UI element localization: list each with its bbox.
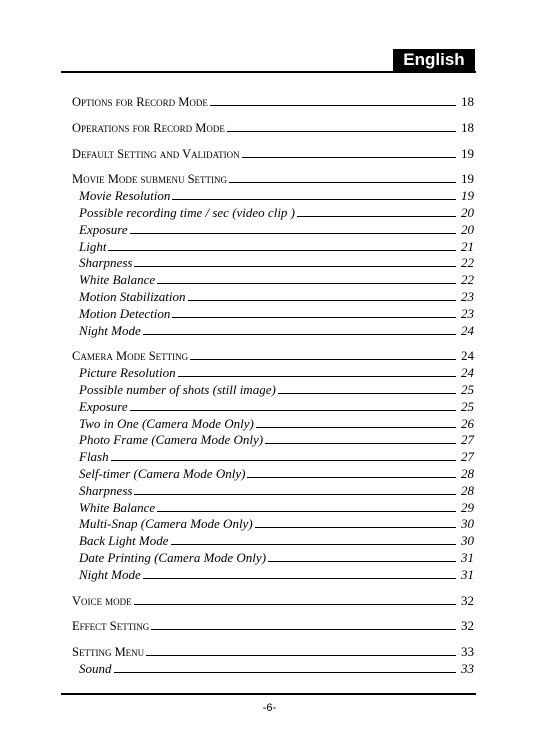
dot-leader [247, 476, 456, 478]
toc-subentry[interactable] [72, 239, 474, 256]
dot-leader [171, 543, 456, 545]
dot-leader [130, 409, 456, 411]
toc-subentry-page: 27 [461, 432, 474, 448]
toc-subentry[interactable] [72, 416, 474, 433]
page-number: -6- [262, 702, 277, 714]
footer-rule [61, 693, 476, 695]
toc-subentry-page: 23 [461, 305, 474, 321]
toc-subentry[interactable] [72, 567, 474, 584]
dot-leader [255, 526, 456, 528]
dot-leader [227, 130, 456, 132]
toc-subentry[interactable] [72, 500, 474, 517]
table-of-contents [72, 94, 474, 687]
toc-subentry-title: Flash [79, 449, 109, 465]
dot-leader [108, 249, 456, 251]
toc-subentry-title: Motion Stabilization [79, 288, 186, 304]
toc-subentry[interactable] [72, 533, 474, 550]
toc-entry-title: Default Setting and Validation [72, 146, 240, 161]
toc-subentry-page: 20 [461, 221, 474, 237]
toc-section [72, 618, 474, 635]
dot-leader [143, 577, 456, 579]
toc-subentry-page: 25 [461, 398, 474, 414]
toc-entry[interactable] [72, 146, 474, 163]
toc-subentry-title: Motion Detection [79, 305, 171, 321]
toc-subentry-page: 22 [461, 272, 474, 288]
dot-leader [114, 671, 457, 673]
toc-subentry-page: 26 [461, 415, 474, 431]
toc-section [72, 593, 474, 610]
dot-leader [134, 603, 456, 605]
toc-entry-title: Operations for Record Mode [72, 120, 225, 135]
toc-subentry-page: 33 [461, 660, 474, 676]
dot-leader [111, 459, 456, 461]
dot-leader [242, 156, 456, 158]
toc-section [72, 644, 474, 678]
toc-subentry-page: 31 [461, 566, 474, 582]
toc-entry-title: Options for Record Mode [72, 95, 208, 109]
dot-leader [157, 282, 456, 284]
dot-leader [143, 333, 456, 335]
toc-subentry-title: Two in One (Camera Mode Only) [79, 415, 254, 431]
toc-section [72, 94, 474, 111]
toc-subentry-title: Movie Resolution [79, 188, 171, 204]
dot-leader [157, 510, 456, 512]
toc-subentry[interactable] [72, 222, 474, 239]
toc-subentry[interactable] [72, 323, 474, 340]
toc-subentry-title: Possible number of shots (still image) [79, 381, 276, 397]
toc-subentry[interactable] [72, 382, 474, 399]
toc-subentry[interactable] [72, 399, 474, 416]
toc-subentry-title: Light [79, 238, 107, 254]
toc-subentry-page: 19 [461, 188, 474, 204]
dot-leader [265, 442, 456, 444]
toc-section [72, 171, 474, 339]
toc-entry-page: 19 [461, 171, 474, 187]
toc-subentry-page: 24 [461, 322, 474, 338]
toc-subentry-title: Sharpness [79, 255, 133, 271]
dot-leader [210, 104, 456, 106]
dot-leader [188, 299, 456, 301]
toc-subentry-title: White Balance [79, 499, 156, 515]
header-rule [61, 71, 476, 73]
toc-section [72, 120, 474, 137]
toc-subentry[interactable] [72, 306, 474, 323]
toc-subentry[interactable] [72, 466, 474, 483]
language-tab: English [393, 49, 475, 71]
toc-subentry[interactable] [72, 272, 474, 289]
toc-subentry-page: 24 [461, 365, 474, 381]
toc-subentry-page: 21 [461, 238, 474, 254]
toc-subentry-page: 23 [461, 288, 474, 304]
dot-leader [172, 198, 456, 200]
toc-subentry-title: Exposure [79, 398, 128, 414]
toc-subentry[interactable] [72, 483, 474, 500]
toc-subentry-page: 20 [461, 204, 474, 220]
toc-subentry[interactable] [72, 365, 474, 382]
toc-subentry-page: 28 [461, 465, 474, 481]
dot-leader [146, 654, 456, 656]
toc-subentry-title: Back Light Mode [79, 533, 169, 549]
toc-subentry-title: White Balance [79, 272, 156, 288]
toc-entry-title: Movie Mode submenu Setting [72, 172, 228, 187]
dot-leader [297, 215, 456, 217]
toc-subentry-page: 22 [461, 255, 474, 271]
toc-entry-page: 18 [461, 94, 474, 109]
toc-entry-page: 32 [461, 618, 474, 634]
toc-subentry-title: Exposure [79, 221, 128, 237]
toc-subentry-title: Night Mode [79, 566, 141, 582]
toc-subentry-page: 30 [461, 516, 474, 532]
toc-subentry[interactable] [72, 188, 474, 205]
toc-entry-title: Setting Menu [72, 645, 145, 660]
toc-entry[interactable] [72, 94, 474, 111]
toc-entry[interactable] [72, 593, 474, 610]
toc-subentry[interactable] [72, 255, 474, 272]
toc-entry-page: 24 [461, 348, 474, 364]
toc-subentry[interactable] [72, 432, 474, 449]
dot-leader [229, 181, 456, 183]
dot-leader [134, 493, 456, 495]
toc-subentry-title: Sharpness [79, 482, 133, 498]
toc-subentry-title: Picture Resolution [79, 365, 176, 381]
toc-subentry-page: 29 [461, 499, 474, 515]
toc-entry[interactable] [72, 171, 474, 188]
toc-entry-title: Voice mode [72, 593, 132, 608]
dot-leader [268, 560, 456, 562]
dot-leader [172, 316, 456, 318]
toc-entry[interactable] [72, 348, 474, 365]
toc-subentry[interactable] [72, 289, 474, 306]
dot-leader [178, 375, 456, 377]
toc-entry-page: 19 [461, 145, 474, 161]
toc-entry[interactable] [72, 618, 474, 635]
dot-leader [134, 265, 456, 267]
toc-subentry[interactable] [72, 550, 474, 567]
toc-subentry-title: Possible recording time / sec (video clip ) [79, 204, 296, 220]
toc-subentry-page: 30 [461, 533, 474, 549]
toc-subentry[interactable] [72, 449, 474, 466]
toc-subentry-title: Self-timer (Camera Mode Only) [79, 465, 246, 481]
dot-leader [151, 628, 456, 630]
toc-subentry-page: 27 [461, 449, 474, 465]
toc-entry-page: 18 [461, 119, 474, 135]
toc-subentry-page: 25 [461, 381, 474, 397]
toc-subentry-title: Photo Frame (Camera Mode Only) [79, 432, 264, 448]
toc-subentry-title: Sound [79, 660, 112, 676]
toc-subentry-title: Multi-Snap (Camera Mode Only) [79, 516, 253, 532]
toc-subentry-page: 31 [461, 549, 474, 565]
dot-leader [256, 426, 456, 428]
toc-section [72, 146, 474, 163]
dot-leader [278, 392, 456, 394]
dot-leader [190, 358, 456, 360]
toc-subentry[interactable] [72, 205, 474, 222]
dot-leader [130, 232, 456, 234]
toc-subentry[interactable] [72, 661, 474, 678]
toc-entry[interactable] [72, 644, 474, 661]
toc-section [72, 348, 474, 583]
toc-subentry-title: Date Printing (Camera Mode Only) [79, 549, 267, 565]
toc-subentry-page: 28 [461, 482, 474, 498]
toc-subentry-title: Night Mode [79, 322, 141, 338]
toc-entry-title: Effect Setting [72, 619, 150, 634]
toc-entry-page: 33 [461, 644, 474, 660]
toc-entry-page: 32 [461, 592, 474, 608]
toc-subentry[interactable] [72, 516, 474, 533]
toc-entry[interactable] [72, 120, 474, 137]
toc-entry-title: Camera Mode Setting [72, 349, 189, 364]
